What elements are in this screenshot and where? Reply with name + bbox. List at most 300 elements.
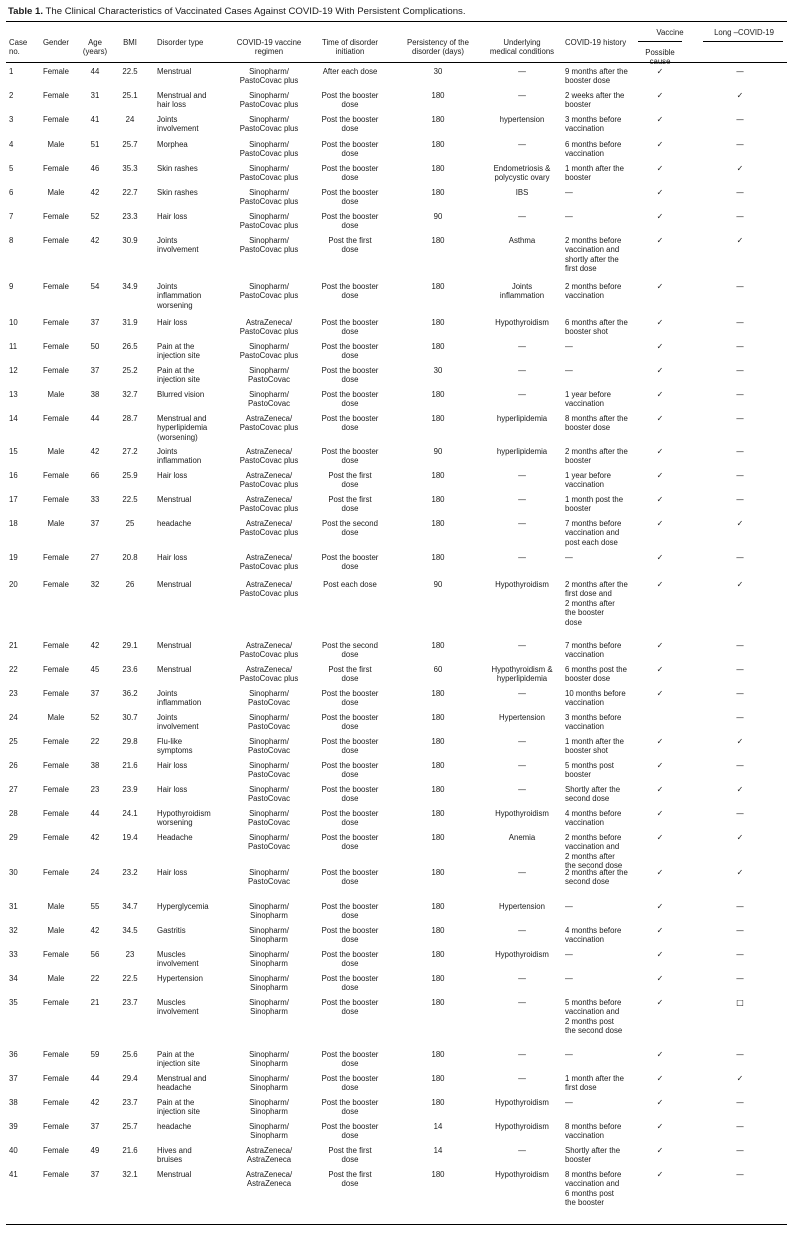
cell-covid-history: 4 months before vaccination bbox=[565, 926, 622, 945]
cell-disorder-type: Menstrual and headache bbox=[157, 1074, 207, 1093]
cell-covid-history: 3 months before vaccination bbox=[565, 115, 622, 134]
cell-possible-cause: ✓ bbox=[656, 1170, 664, 1179]
cell-time-of-initiation: Post the booster dose bbox=[321, 366, 379, 385]
cell-possible-cause: ✓ bbox=[656, 665, 664, 674]
cell-time-of-initiation: Post the booster dose bbox=[321, 212, 379, 231]
top-rule bbox=[6, 21, 787, 22]
cell-persistency: 180 bbox=[431, 519, 445, 528]
cell-time-of-initiation: Post the booster dose bbox=[321, 342, 379, 361]
cell-persistency: 180 bbox=[431, 282, 445, 291]
cell-bmi: 22.5 bbox=[122, 974, 138, 983]
cell-case-no: 17 bbox=[9, 495, 18, 504]
cell-gender: Female bbox=[43, 665, 69, 674]
cell-vaccine-regimen: Sinopharm/ Sinopharm bbox=[249, 974, 289, 993]
cell-possible-cause: ✓ bbox=[656, 164, 664, 173]
cell-time-of-initiation: Post the booster dose bbox=[321, 115, 379, 134]
cell-case-no: 2 bbox=[9, 91, 14, 100]
cell-case-no: 9 bbox=[9, 282, 14, 291]
cell-persistency: 30 bbox=[433, 366, 443, 375]
cell-disorder-type: Morphea bbox=[157, 140, 188, 149]
cell-disorder-type: Hives and bruises bbox=[157, 1146, 192, 1165]
cell-bmi: 29.1 bbox=[122, 641, 138, 650]
cell-time-of-initiation: Post the booster dose bbox=[321, 785, 379, 804]
cell-age: 37 bbox=[90, 1122, 100, 1131]
cell-case-no: 3 bbox=[9, 115, 14, 124]
cell-persistency: 180 bbox=[431, 950, 445, 959]
cell-gender: Female bbox=[43, 164, 69, 173]
group-rule-long-covid bbox=[703, 41, 783, 42]
cell-case-no: 10 bbox=[9, 318, 18, 327]
cell-gender: Female bbox=[43, 950, 69, 959]
cell-underlying-conditions: — bbox=[518, 553, 526, 562]
cell-disorder-type: Hair loss bbox=[157, 785, 188, 794]
column-header-possible-cause: Possible cause bbox=[645, 48, 675, 67]
cell-covid-history: 7 months before vaccination and post each dose bbox=[565, 519, 622, 547]
cell-case-no: 30 bbox=[9, 868, 18, 877]
cell-underlying-conditions: — bbox=[518, 366, 526, 375]
column-header-persistency: Persistency of the disorder (days) bbox=[407, 38, 469, 57]
cell-age: 46 bbox=[90, 164, 100, 173]
cell-case-no: 19 bbox=[9, 553, 18, 562]
cell-possible-cause: ✓ bbox=[656, 1050, 664, 1059]
cell-case-no: 32 bbox=[9, 926, 18, 935]
cell-time-of-initiation: Post the booster dose bbox=[321, 318, 379, 337]
cell-underlying-conditions: — bbox=[518, 974, 526, 983]
cell-possible-cause: ✓ bbox=[656, 833, 664, 842]
cell-age: 42 bbox=[90, 188, 100, 197]
cell-covid-history: 6 months post the booster dose bbox=[565, 665, 627, 684]
cell-time-of-initiation: Post the first dose bbox=[328, 1146, 372, 1165]
cell-vaccine-regimen: Sinopharm/ PastoCovac plus bbox=[239, 91, 299, 110]
cell-underlying-conditions: — bbox=[518, 519, 526, 528]
cell-long-covid: — bbox=[736, 471, 744, 480]
cell-time-of-initiation: Post the booster dose bbox=[321, 833, 379, 852]
cell-gender: Male bbox=[47, 390, 65, 399]
cell-possible-cause: ✓ bbox=[656, 188, 664, 197]
cell-persistency: 180 bbox=[431, 902, 445, 911]
cell-age: 22 bbox=[90, 974, 100, 983]
cell-vaccine-regimen: Sinopharm/ PastoCovac plus bbox=[239, 342, 299, 361]
cell-bmi: 30.9 bbox=[122, 236, 138, 245]
cell-vaccine-regimen: Sinopharm/ PastoCovac bbox=[247, 761, 291, 780]
table-title: The Clinical Characteristics of Vaccinated Cases Against COVID-19 With Persistent Complications. bbox=[45, 6, 466, 17]
cell-underlying-conditions: — bbox=[518, 641, 526, 650]
cell-age: 31 bbox=[90, 91, 100, 100]
cell-time-of-initiation: Post the first dose bbox=[328, 665, 372, 684]
cell-vaccine-regimen: Sinopharm/ PastoCovac bbox=[247, 689, 291, 708]
cell-case-no: 24 bbox=[9, 713, 18, 722]
cell-long-covid: — bbox=[736, 974, 744, 983]
cell-persistency: 180 bbox=[431, 998, 445, 1007]
cell-possible-cause: ✓ bbox=[656, 553, 664, 562]
group-header-long-covid: Long –COVID-19 bbox=[714, 28, 774, 37]
cell-long-covid: — bbox=[736, 212, 744, 221]
cell-long-covid: — bbox=[736, 641, 744, 650]
cell-possible-cause: ✓ bbox=[656, 91, 664, 100]
cell-age: 22 bbox=[90, 737, 100, 746]
cell-disorder-type: headache bbox=[157, 519, 192, 528]
cell-underlying-conditions: — bbox=[518, 471, 526, 480]
cell-gender: Female bbox=[43, 67, 69, 76]
cell-age: 59 bbox=[90, 1050, 100, 1059]
cell-gender: Female bbox=[43, 761, 69, 770]
cell-bmi: 23 bbox=[125, 950, 135, 959]
cell-underlying-conditions: Joints inflammation bbox=[499, 282, 545, 301]
cell-vaccine-regimen: AstraZeneca/ PastoCovac plus bbox=[239, 665, 299, 684]
cell-long-covid: — bbox=[736, 282, 744, 291]
cell-case-no: 29 bbox=[9, 833, 18, 842]
column-header-disorder-type: Disorder type bbox=[157, 38, 204, 47]
cell-possible-cause: ✓ bbox=[656, 974, 664, 983]
cell-time-of-initiation: Post the second dose bbox=[322, 641, 378, 660]
cell-bmi: 36.2 bbox=[122, 689, 138, 698]
cell-age: 42 bbox=[90, 1098, 100, 1107]
cell-long-covid: — bbox=[736, 140, 744, 149]
cell-gender: Female bbox=[43, 495, 69, 504]
cell-age: 54 bbox=[90, 282, 100, 291]
cell-disorder-type: Hair loss bbox=[157, 868, 188, 877]
cell-time-of-initiation: Post the booster dose bbox=[321, 447, 379, 466]
cell-possible-cause: ✓ bbox=[656, 737, 664, 746]
cell-vaccine-regimen: Sinopharm/ PastoCovac bbox=[247, 833, 291, 852]
cell-time-of-initiation: Post the booster dose bbox=[321, 809, 379, 828]
cell-underlying-conditions: IBS bbox=[515, 188, 529, 197]
cell-case-no: 39 bbox=[9, 1122, 18, 1131]
cell-bmi: 34.7 bbox=[122, 902, 138, 911]
cell-disorder-type: Pain at the injection site bbox=[157, 342, 200, 361]
cell-time-of-initiation: Post the booster dose bbox=[321, 689, 379, 708]
cell-gender: Female bbox=[43, 1074, 69, 1083]
cell-case-no: 35 bbox=[9, 998, 18, 1007]
cell-time-of-initiation: Post the booster dose bbox=[321, 414, 379, 433]
cell-vaccine-regimen: AstraZeneca/ AstraZeneca bbox=[245, 1146, 293, 1165]
cell-age: 42 bbox=[90, 236, 100, 245]
cell-underlying-conditions: — bbox=[518, 342, 526, 351]
cell-covid-history: 6 months before vaccination bbox=[565, 140, 622, 159]
cell-case-no: 6 bbox=[9, 188, 14, 197]
cell-time-of-initiation: Post the booster dose bbox=[321, 868, 379, 887]
cell-covid-history: — bbox=[565, 188, 573, 197]
cell-time-of-initiation: Post the booster dose bbox=[321, 926, 379, 945]
cell-underlying-conditions: Hypothyroidism bbox=[495, 1122, 549, 1131]
cell-disorder-type: Joints involvement bbox=[157, 713, 199, 732]
cell-vaccine-regimen: AstraZeneca/ PastoCovac plus bbox=[239, 471, 299, 490]
cell-gender: Female bbox=[43, 689, 69, 698]
cell-gender: Male bbox=[47, 140, 65, 149]
cell-gender: Male bbox=[47, 713, 65, 722]
cell-age: 38 bbox=[90, 761, 100, 770]
cell-persistency: 90 bbox=[433, 580, 443, 589]
cell-age: 52 bbox=[90, 212, 100, 221]
cell-time-of-initiation: Post the second dose bbox=[322, 519, 378, 538]
cell-possible-cause: ✓ bbox=[656, 519, 664, 528]
cell-bmi: 25.7 bbox=[122, 1122, 138, 1131]
cell-underlying-conditions: — bbox=[518, 67, 526, 76]
cell-bmi: 24 bbox=[125, 115, 135, 124]
cell-persistency: 180 bbox=[431, 737, 445, 746]
cell-bmi: 26.5 bbox=[122, 342, 138, 351]
group-rule-vaccine bbox=[638, 41, 682, 42]
cell-time-of-initiation: Post the booster dose bbox=[321, 1098, 379, 1117]
cell-persistency: 180 bbox=[431, 641, 445, 650]
cell-age: 33 bbox=[90, 495, 100, 504]
cell-disorder-type: Hair loss bbox=[157, 761, 188, 770]
cell-underlying-conditions: Asthma bbox=[508, 236, 536, 245]
cell-vaccine-regimen: Sinopharm/ Sinopharm bbox=[249, 1050, 289, 1069]
cell-long-covid: ✓ bbox=[736, 737, 744, 746]
cell-case-no: 27 bbox=[9, 785, 18, 794]
cell-persistency: 180 bbox=[431, 236, 445, 245]
cell-case-no: 12 bbox=[9, 366, 18, 375]
cell-vaccine-regimen: Sinopharm/ Sinopharm bbox=[249, 1098, 289, 1117]
cell-possible-cause: ✓ bbox=[656, 318, 664, 327]
cell-covid-history: 6 months after the booster shot bbox=[565, 318, 628, 337]
cell-persistency: 14 bbox=[433, 1146, 443, 1155]
cell-covid-history: — bbox=[565, 212, 573, 221]
cell-time-of-initiation: Post the first dose bbox=[328, 236, 372, 255]
cell-long-covid: □ bbox=[736, 998, 744, 1007]
cell-bmi: 22.5 bbox=[122, 495, 138, 504]
cell-case-no: 20 bbox=[9, 580, 18, 589]
cell-covid-history: 1 month post the booster bbox=[565, 495, 624, 514]
cell-bmi: 30.7 bbox=[122, 713, 138, 722]
cell-gender: Female bbox=[43, 471, 69, 480]
cell-underlying-conditions: — bbox=[518, 1146, 526, 1155]
cell-long-covid: — bbox=[736, 1170, 744, 1179]
cell-bmi: 25.6 bbox=[122, 1050, 138, 1059]
cell-possible-cause: ✓ bbox=[656, 495, 664, 504]
cell-vaccine-regimen: AstraZeneca/ PastoCovac plus bbox=[239, 414, 299, 433]
cell-possible-cause: ✓ bbox=[656, 809, 664, 818]
cell-covid-history: 2 weeks after the booster bbox=[565, 91, 625, 110]
cell-persistency: 14 bbox=[433, 1122, 443, 1131]
cell-age: 44 bbox=[90, 1074, 100, 1083]
cell-age: 66 bbox=[90, 471, 100, 480]
cell-underlying-conditions: — bbox=[518, 212, 526, 221]
cell-underlying-conditions: — bbox=[518, 390, 526, 399]
cell-disorder-type: Pain at the injection site bbox=[157, 1050, 200, 1069]
cell-vaccine-regimen: Sinopharm/ Sinopharm bbox=[249, 1122, 289, 1141]
cell-persistency: 180 bbox=[431, 1170, 445, 1179]
cell-covid-history: — bbox=[565, 1050, 573, 1059]
cell-persistency: 180 bbox=[431, 91, 445, 100]
cell-gender: Male bbox=[47, 926, 65, 935]
cell-gender: Male bbox=[47, 188, 65, 197]
cell-gender: Male bbox=[47, 902, 65, 911]
cell-disorder-type: Menstrual and hyperlipidemia (worsening) bbox=[157, 414, 208, 442]
cell-persistency: 180 bbox=[431, 188, 445, 197]
cell-bmi: 25 bbox=[125, 519, 135, 528]
cell-time-of-initiation: Post the booster dose bbox=[321, 164, 379, 183]
cell-underlying-conditions: Hypothyroidism bbox=[495, 580, 549, 589]
cell-possible-cause: ✓ bbox=[656, 950, 664, 959]
cell-gender: Male bbox=[47, 519, 65, 528]
cell-covid-history: — bbox=[565, 366, 573, 375]
cell-bmi: 27.2 bbox=[122, 447, 138, 456]
cell-disorder-type: Muscles involvement bbox=[157, 950, 199, 969]
cell-time-of-initiation: Post the first dose bbox=[328, 495, 372, 514]
column-header-underlying-conditions: Underlying medical conditions bbox=[489, 38, 555, 57]
cell-gender: Female bbox=[43, 318, 69, 327]
cell-vaccine-regimen: Sinopharm/ Sinopharm bbox=[249, 926, 289, 945]
cell-time-of-initiation: Post the booster dose bbox=[321, 91, 379, 110]
cell-age: 37 bbox=[90, 519, 100, 528]
cell-case-no: 38 bbox=[9, 1098, 18, 1107]
cell-persistency: 180 bbox=[431, 318, 445, 327]
cell-persistency: 180 bbox=[431, 1074, 445, 1083]
cell-age: 49 bbox=[90, 1146, 100, 1155]
cell-covid-history: 4 months before vaccination bbox=[565, 809, 622, 828]
cell-disorder-type: Flu-like symptoms bbox=[157, 737, 193, 756]
cell-case-no: 15 bbox=[9, 447, 18, 456]
cell-persistency: 180 bbox=[431, 833, 445, 842]
cell-vaccine-regimen: Sinopharm/ PastoCovac plus bbox=[239, 188, 299, 207]
cell-disorder-type: Joints inflammation bbox=[157, 447, 202, 466]
cell-persistency: 180 bbox=[431, 164, 445, 173]
cell-gender: Female bbox=[43, 342, 69, 351]
cell-persistency: 180 bbox=[431, 1098, 445, 1107]
cell-bmi: 23.3 bbox=[122, 212, 138, 221]
cell-underlying-conditions: Hypothyroidism bbox=[495, 318, 549, 327]
header-rule bbox=[6, 62, 787, 63]
cell-bmi: 25.2 bbox=[122, 366, 138, 375]
cell-covid-history: Shortly after the booster bbox=[565, 1146, 621, 1165]
cell-disorder-type: Hair loss bbox=[157, 212, 188, 221]
cell-age: 37 bbox=[90, 318, 100, 327]
cell-case-no: 36 bbox=[9, 1050, 18, 1059]
cell-case-no: 16 bbox=[9, 471, 18, 480]
bottom-rule bbox=[6, 1224, 787, 1225]
cell-time-of-initiation: Post the booster dose bbox=[321, 140, 379, 159]
cell-time-of-initiation: Post the booster dose bbox=[321, 761, 379, 780]
cell-long-covid: — bbox=[736, 689, 744, 698]
cell-covid-history: 8 months before vaccination and 6 months post the booster bbox=[565, 1170, 622, 1208]
cell-persistency: 180 bbox=[431, 868, 445, 877]
cell-covid-history: — bbox=[565, 342, 573, 351]
cell-vaccine-regimen: AstraZeneca/ PastoCovac plus bbox=[239, 553, 299, 572]
cell-bmi: 29.8 bbox=[122, 737, 138, 746]
cell-covid-history: — bbox=[565, 974, 573, 983]
table-label: Table 1. bbox=[8, 6, 44, 17]
cell-disorder-type: Joints involvement bbox=[157, 236, 199, 255]
cell-long-covid: — bbox=[736, 665, 744, 674]
cell-bmi: 25.9 bbox=[122, 471, 138, 480]
cell-persistency: 180 bbox=[431, 809, 445, 818]
cell-covid-history: 3 months before vaccination bbox=[565, 713, 622, 732]
cell-gender: Female bbox=[43, 282, 69, 291]
cell-underlying-conditions: — bbox=[518, 689, 526, 698]
cell-gender: Female bbox=[43, 91, 69, 100]
cell-age: 37 bbox=[90, 366, 100, 375]
cell-bmi: 24.1 bbox=[122, 809, 138, 818]
cell-age: 42 bbox=[90, 641, 100, 650]
cell-possible-cause: ✓ bbox=[656, 212, 664, 221]
cell-disorder-type: Menstrual bbox=[157, 641, 192, 650]
cell-bmi: 23.7 bbox=[122, 1098, 138, 1107]
cell-persistency: 180 bbox=[431, 553, 445, 562]
cell-covid-history: 10 months before vaccination bbox=[565, 689, 626, 708]
cell-vaccine-regimen: Sinopharm/ PastoCovac bbox=[247, 390, 291, 409]
cell-persistency: 180 bbox=[431, 761, 445, 770]
cell-gender: Female bbox=[43, 115, 69, 124]
cell-time-of-initiation: Post the booster dose bbox=[321, 950, 379, 969]
cell-disorder-type: Hyperglycemia bbox=[157, 902, 209, 911]
cell-underlying-conditions: — bbox=[518, 737, 526, 746]
cell-long-covid: — bbox=[736, 713, 744, 722]
cell-covid-history: — bbox=[565, 902, 573, 911]
cell-possible-cause: ✓ bbox=[656, 236, 664, 245]
cell-vaccine-regimen: Sinopharm/ PastoCovac plus bbox=[239, 140, 299, 159]
cell-possible-cause: ✓ bbox=[656, 785, 664, 794]
cell-bmi: 32.1 bbox=[122, 1170, 138, 1179]
cell-disorder-type: headache bbox=[157, 1122, 192, 1131]
cell-time-of-initiation: Post the booster dose bbox=[321, 1074, 379, 1093]
cell-long-covid: — bbox=[736, 761, 744, 770]
cell-covid-history: 9 months after the booster dose bbox=[565, 67, 628, 86]
cell-possible-cause: ✓ bbox=[656, 761, 664, 770]
cell-long-covid: ✓ bbox=[736, 868, 744, 877]
cell-long-covid: — bbox=[736, 1050, 744, 1059]
cell-possible-cause: ✓ bbox=[656, 366, 664, 375]
cell-long-covid: ✓ bbox=[736, 580, 744, 589]
cell-long-covid: — bbox=[736, 115, 744, 124]
cell-covid-history: — bbox=[565, 553, 573, 562]
cell-underlying-conditions: Hypertension bbox=[499, 902, 545, 911]
cell-time-of-initiation: Post the booster dose bbox=[321, 998, 379, 1017]
cell-persistency: 180 bbox=[431, 1050, 445, 1059]
cell-disorder-type: Muscles involvement bbox=[157, 998, 199, 1017]
cell-possible-cause: ✓ bbox=[656, 67, 664, 76]
cell-long-covid: — bbox=[736, 950, 744, 959]
cell-disorder-type: Hair loss bbox=[157, 471, 188, 480]
cell-bmi: 34.9 bbox=[122, 282, 138, 291]
column-header-time-of-initiation: Time of disorder initiation bbox=[321, 38, 379, 57]
cell-vaccine-regimen: AstraZeneca/ PastoCovac plus bbox=[239, 519, 299, 538]
cell-possible-cause: ✓ bbox=[656, 580, 664, 589]
cell-persistency: 180 bbox=[431, 342, 445, 351]
group-header-vaccine: Vaccine bbox=[656, 28, 684, 37]
cell-long-covid: ✓ bbox=[736, 833, 744, 842]
cell-vaccine-regimen: AstraZeneca/ PastoCovac plus bbox=[239, 447, 299, 466]
cell-possible-cause: ✓ bbox=[656, 140, 664, 149]
cell-covid-history: 7 months before vaccination bbox=[565, 641, 622, 660]
cell-gender: Male bbox=[47, 974, 65, 983]
cell-disorder-type: Headache bbox=[157, 833, 193, 842]
cell-long-covid: — bbox=[736, 342, 744, 351]
cell-vaccine-regimen: Sinopharm/ PastoCovac bbox=[247, 713, 291, 732]
cell-disorder-type: Menstrual bbox=[157, 1170, 192, 1179]
cell-disorder-type: Skin rashes bbox=[157, 164, 198, 173]
column-header-gender: Gender bbox=[42, 38, 69, 47]
cell-time-of-initiation: After each dose bbox=[322, 67, 378, 76]
cell-underlying-conditions: — bbox=[518, 761, 526, 770]
cell-bmi: 22.5 bbox=[122, 67, 138, 76]
cell-gender: Female bbox=[43, 212, 69, 221]
cell-time-of-initiation: Post the first dose bbox=[328, 471, 372, 490]
cell-age: 24 bbox=[90, 868, 100, 877]
cell-underlying-conditions: Hypothyroidism bbox=[495, 1170, 549, 1179]
cell-case-no: 26 bbox=[9, 761, 18, 770]
cell-case-no: 31 bbox=[9, 902, 18, 911]
cell-possible-cause: ✓ bbox=[656, 902, 664, 911]
cell-bmi: 32.7 bbox=[122, 390, 138, 399]
cell-persistency: 90 bbox=[433, 212, 443, 221]
cell-underlying-conditions: — bbox=[518, 926, 526, 935]
cell-underlying-conditions: Hypothyroidism bbox=[495, 950, 549, 959]
cell-possible-cause: ✓ bbox=[656, 414, 664, 423]
cell-underlying-conditions: — bbox=[518, 91, 526, 100]
cell-persistency: 180 bbox=[431, 495, 445, 504]
